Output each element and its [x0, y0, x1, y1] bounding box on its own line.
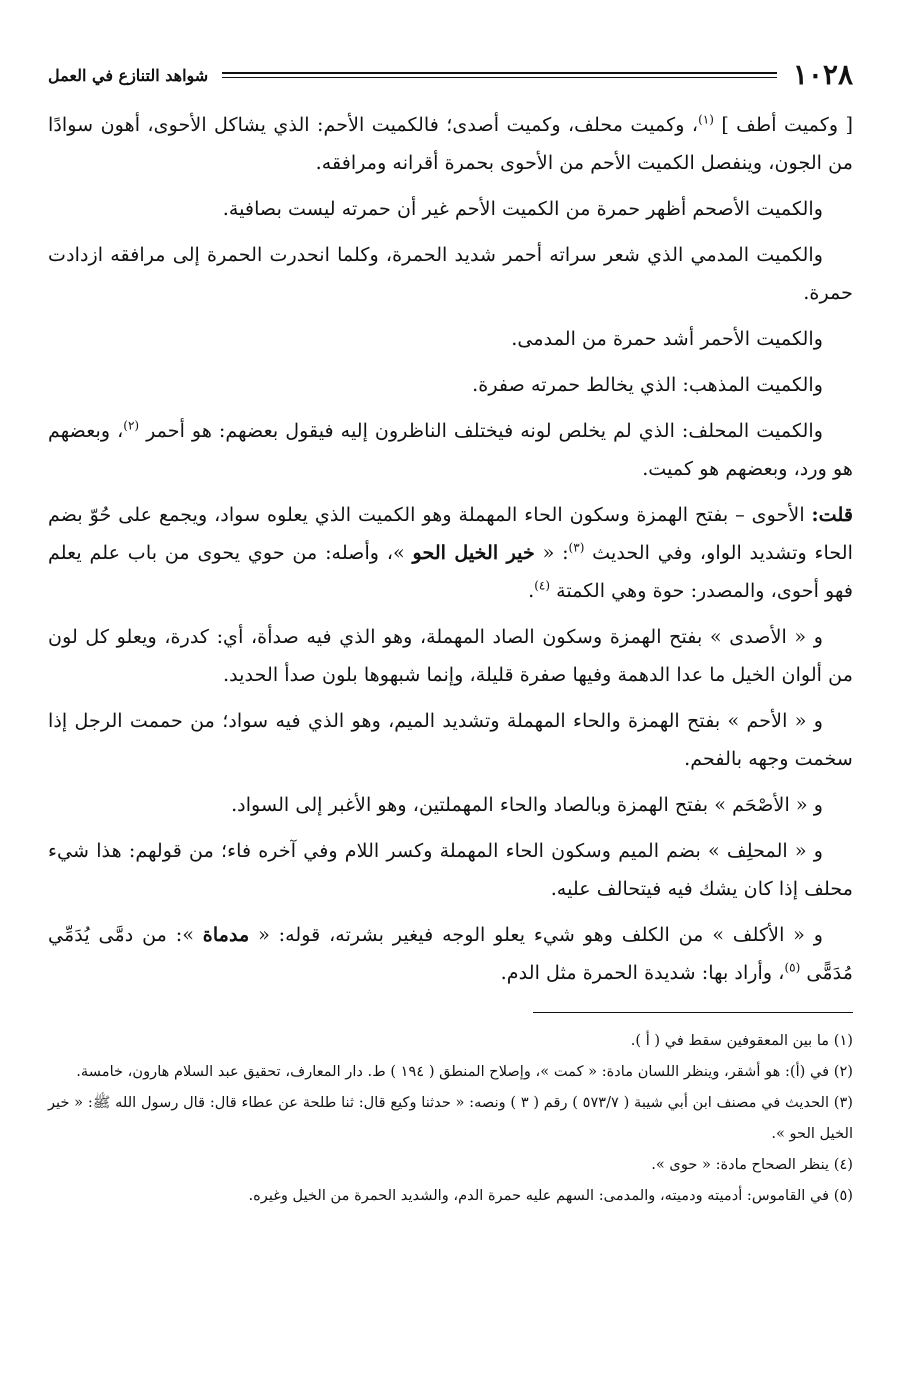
- footnote-ref-1: (١): [698, 112, 714, 127]
- text-span: و « الأكلف » من الكلف وهو شيء يعلو الوجه فيغير بشرته، قوله: «: [258, 923, 823, 946]
- running-header: [48, 58, 853, 92]
- text-span: ، وكميت محلف، وكميت أصدى؛ فالكميت الأحم: الذي يشاكل الأحوى، أهون سوادًا من الجون، وينفصل الكميت الأحم من الأحوى بحمرة أقرانه ومرافقه.: [48, 113, 853, 174]
- text-span: »: من دمَّى يُدَمِّي مُدَمًّى: [48, 923, 853, 984]
- running-title: شواهد التنازع في العمل: [48, 65, 209, 85]
- book-page: [48, 58, 853, 1357]
- text-span: : «: [542, 541, 569, 564]
- page-number: ١٠٢٨: [792, 58, 853, 91]
- paragraph-7: [48, 496, 853, 610]
- footnote-4: (٤) ينظر الصحاح مادة: « حوى ».: [651, 1156, 853, 1173]
- footnote-5: (٥) في القاموس: أدميته ودميته، والمدمى: السهم عليه حمرة الدم، والشديد الحمرة من الخيل وغيره.: [248, 1187, 853, 1204]
- paragraph-4: والكميت الأحمر أشد حمرة من المدمى.: [511, 327, 823, 350]
- footnote-2: (٢) في (أ): هو أشقر، وينظر اللسان مادة: « كمت »، وإصلاح المنطق ( ١٩٤ ) ط. دار المعارف، تحقيق عبد السلام هارون، خامسة.: [76, 1063, 853, 1080]
- qultu-lead: قلت:: [811, 503, 853, 526]
- footnote-ref-4: (٤): [534, 578, 551, 593]
- paragraph-11: و « المحلِف » بضم الميم وسكون الحاء المهملة وكسر اللام وفي آخره فاء؛ من قولهم: هذا شيء محلف إذا كان يشك فيه فيتحالف عليه.: [48, 839, 853, 900]
- header-rule: [222, 72, 777, 78]
- paragraph-10: و « الأصْحَم » بفتح الهمزة وبالصاد والحاء المهملتين، وهو الأغبر إلى السواد.: [231, 793, 823, 816]
- text-span: [ وكميت أطف ]: [721, 113, 853, 136]
- main-text: [48, 106, 853, 992]
- footnote-separator: [533, 1012, 853, 1013]
- paragraph-12: [48, 916, 853, 992]
- text-span: والكميت المحلف: الذي لم يخلص لونه فيختلف الناظرون إليه فيقول بعضهم: هو أحمر: [146, 419, 823, 442]
- footnote-1: (١) ما بين المعقوفين سقط في ( أ ).: [630, 1032, 853, 1049]
- footnote-3: (٣) الحديث في مصنف ابن أبي شيبة ( ٥٧٣/٧ ) رقم ( ٣ ) ونصه: « حدثنا وكيع قال: ثنا طلحة عن عطاء قال: قال رسول الله ﷺ: « خير الخيل الحو ».: [48, 1094, 853, 1142]
- quoted-word: مدماة: [202, 923, 250, 946]
- text-span: .: [528, 579, 535, 602]
- text-span: ، وبعضهم هو ورد، وبعضهم هو كميت.: [48, 419, 853, 480]
- footnote-ref-2: (٢): [123, 418, 140, 433]
- paragraph-3: والكميت المدمي الذي شعر سراته أحمر شديد الحمرة، وكلما انحدرت الحمرة إلى مرافقه ازدادت حمرة.: [48, 243, 853, 304]
- text-span: »، وأصله: من حوي يحوى من باب علم يعلم فهو أحوى، والمصدر: حوة وهي الكمتة: [48, 541, 853, 602]
- paragraph-6: [48, 412, 853, 488]
- text-span: ، وأراد بها: شديدة الحمرة مثل الدم.: [500, 961, 785, 984]
- paragraph-1: [48, 106, 853, 182]
- footnote-ref-3: (٣): [568, 540, 585, 555]
- paragraph-2: والكميت الأصحم أظهر حمرة من الكميت الأحم غير أن حمرته ليست بصافية.: [222, 197, 823, 220]
- footnotes: [48, 1025, 853, 1211]
- footnote-ref-5: (٥): [784, 960, 801, 975]
- hadith-quote: خير الخيل الحو: [412, 541, 535, 564]
- text-span: الأحوى – بفتح الهمزة وسكون الحاء المهملة وهو الكميت الذي يعلوه سواد، ويجمع على حُوّ بضم الحاء وتشديد الواو، وفي الحديث: [48, 503, 853, 564]
- paragraph-8: و « الأصدى » بفتح الهمزة وسكون الصاد المهملة، وهو الذي فيه صدأة، أي: كدرة، ويعلو كل لون من ألوان الخيل ما عدا الدهمة وفيها صفرة قليلة، وإنما شبهوها بلون صدأ الحديد.: [48, 625, 853, 686]
- paragraph-5: والكميت المذهب: الذي يخالط حمرته صفرة.: [472, 373, 823, 396]
- paragraph-9: و « الأحم » بفتح الهمزة والحاء المهملة وتشديد الميم، وهو الذي فيه سواد؛ من حممت الرجل إذا سخمت وجهه بالفحم.: [48, 709, 853, 770]
